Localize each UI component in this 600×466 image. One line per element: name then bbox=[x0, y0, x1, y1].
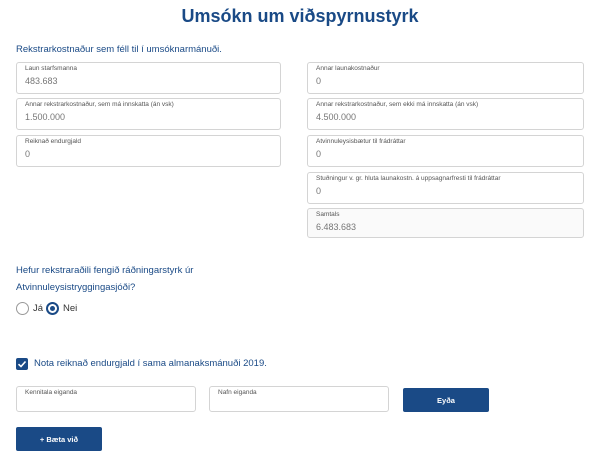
field-value: 0 bbox=[316, 186, 322, 196]
kennitala-eiganda-field[interactable] bbox=[16, 386, 196, 412]
checkbox-label: Nota reiknað endurgjald í sama almanaksmánuði 2019. bbox=[34, 358, 267, 369]
field-label: Reiknað endurgjald bbox=[25, 138, 82, 145]
question-text: Hefur rekstraraðili fengið ráðningarstyrk úr Atvinnuleysistryggingasjóði? bbox=[16, 265, 194, 293]
page-title: Umsókn um viðspyrnustyrk bbox=[181, 6, 419, 26]
reiknad-endurgjald-checkbox[interactable] bbox=[16, 358, 28, 370]
studningur-field[interactable] bbox=[307, 172, 584, 204]
radio-yes[interactable] bbox=[16, 300, 43, 316]
delete-button[interactable]: Eyða bbox=[403, 388, 489, 412]
radio-no-label: Nei bbox=[63, 302, 78, 314]
atvinnuleysisbaetur-field[interactable] bbox=[307, 135, 584, 167]
annar-rekstrarkostnadur-vsk-field[interactable] bbox=[16, 98, 281, 130]
field-value: 0 bbox=[316, 149, 322, 159]
radio-yes-label: Já bbox=[33, 302, 44, 314]
reiknad-endurgjald-field[interactable] bbox=[16, 135, 281, 167]
field-label: Samtals bbox=[316, 211, 340, 218]
radio-yes-icon[interactable] bbox=[16, 302, 29, 315]
field-label: Annar rekstrarkostnaður, sem má innskatta (án vsk) bbox=[25, 101, 174, 108]
section-label: Rekstrarkostnaður sem féll til í umsóknarmánuði. bbox=[16, 44, 222, 55]
radio-no[interactable] bbox=[46, 300, 77, 316]
annar-rekstrarkostnadur-ekki-vsk-field[interactable] bbox=[307, 98, 584, 130]
field-value: 483.683 bbox=[25, 76, 58, 86]
field-label: Atvinnuleysisbætur til frádráttar bbox=[316, 138, 406, 145]
field-label: Annar rekstrarkostnaður, sem ekki má innskatta (án vsk) bbox=[316, 101, 479, 108]
field-label: Annar launakostnaður bbox=[316, 65, 380, 72]
check-icon bbox=[17, 359, 27, 369]
field-value: 0 bbox=[316, 76, 322, 86]
field-label: Laun starfsmanna bbox=[25, 65, 78, 72]
field-value: 6.483.683 bbox=[316, 222, 357, 232]
field-label: Stuðningur v. gr. hluta launakostn. á uppsagnarfresti til frádráttar bbox=[316, 175, 501, 182]
add-button[interactable]: + Bæta við bbox=[16, 427, 102, 451]
nafn-eiganda-field[interactable] bbox=[209, 386, 389, 412]
laun-starfsmanna-field[interactable] bbox=[16, 62, 281, 94]
annar-launakostnadur-field[interactable] bbox=[307, 62, 584, 94]
radio-no-icon[interactable] bbox=[46, 302, 59, 315]
field-value: 0 bbox=[25, 149, 31, 159]
samtals-field bbox=[307, 208, 584, 238]
field-label: Kennitala eiganda bbox=[25, 389, 78, 396]
field-value: 1.500.000 bbox=[25, 112, 66, 122]
field-value: 4.500.000 bbox=[316, 112, 357, 122]
field-label: Nafn eiganda bbox=[218, 389, 257, 396]
